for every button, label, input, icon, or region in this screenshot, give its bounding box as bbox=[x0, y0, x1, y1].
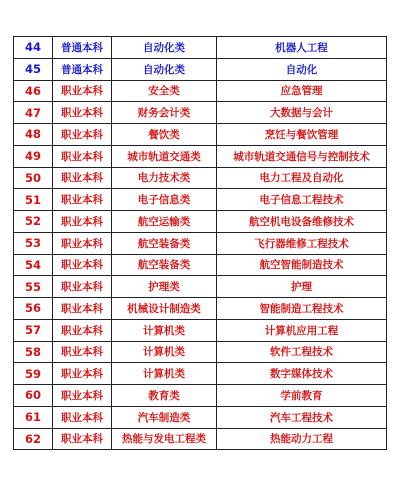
major-name-cell: 自动化 bbox=[217, 58, 387, 80]
education-level-cell: 职业本科 bbox=[53, 189, 112, 211]
row-number-cell: 61 bbox=[14, 406, 53, 428]
table-row bbox=[14, 189, 387, 211]
table-row bbox=[14, 406, 387, 428]
table-row bbox=[14, 254, 387, 276]
row-number-cell: 59 bbox=[14, 363, 53, 385]
major-name-cell: 智能制造工程技术 bbox=[217, 298, 387, 320]
major-name-cell: 数字媒体技术 bbox=[217, 363, 387, 385]
major-category-cell: 计算机类 bbox=[112, 319, 217, 341]
row-number-cell: 49 bbox=[14, 145, 53, 167]
education-level-cell: 普通本科 bbox=[53, 58, 112, 80]
row-number-cell: 56 bbox=[14, 298, 53, 320]
table-row bbox=[14, 37, 387, 59]
major-name-cell: 大数据与会计 bbox=[217, 102, 387, 124]
major-category-cell: 机械设计制造类 bbox=[112, 298, 217, 320]
table-body bbox=[14, 37, 387, 450]
education-level-cell: 职业本科 bbox=[53, 211, 112, 233]
education-level-cell: 职业本科 bbox=[53, 102, 112, 124]
table-container bbox=[13, 36, 387, 450]
row-number-cell: 46 bbox=[14, 80, 53, 102]
major-category-cell: 护理类 bbox=[112, 276, 217, 298]
row-number-cell: 55 bbox=[14, 276, 53, 298]
major-category-cell: 餐饮类 bbox=[112, 124, 217, 146]
major-category-cell: 航空装备类 bbox=[112, 254, 217, 276]
major-name-cell: 应急管理 bbox=[217, 80, 387, 102]
table-row bbox=[14, 102, 387, 124]
education-level-cell: 职业本科 bbox=[53, 232, 112, 254]
major-name-cell: 机器人工程 bbox=[217, 37, 387, 59]
row-number-cell: 45 bbox=[14, 58, 53, 80]
table-row bbox=[14, 58, 387, 80]
major-name-cell: 热能动力工程 bbox=[217, 428, 387, 450]
major-category-cell: 计算机类 bbox=[112, 341, 217, 363]
table-row bbox=[14, 298, 387, 320]
table-row bbox=[14, 385, 387, 407]
table-row bbox=[14, 232, 387, 254]
major-name-cell: 飞行器维修工程技术 bbox=[217, 232, 387, 254]
education-level-cell: 职业本科 bbox=[53, 298, 112, 320]
table-row bbox=[14, 341, 387, 363]
major-category-cell: 航空装备类 bbox=[112, 232, 217, 254]
major-category-cell: 城市轨道交通类 bbox=[112, 145, 217, 167]
major-name-cell: 城市轨道交通信号与控制技术 bbox=[217, 145, 387, 167]
education-level-cell: 职业本科 bbox=[53, 406, 112, 428]
major-category-cell: 电子信息类 bbox=[112, 189, 217, 211]
major-category-cell: 热能与发电工程类 bbox=[112, 428, 217, 450]
row-number-cell: 54 bbox=[14, 254, 53, 276]
table-row bbox=[14, 276, 387, 298]
row-number-cell: 62 bbox=[14, 428, 53, 450]
major-name-cell: 汽车工程技术 bbox=[217, 406, 387, 428]
table-row bbox=[14, 80, 387, 102]
education-level-cell: 职业本科 bbox=[53, 124, 112, 146]
major-category-cell: 教育类 bbox=[112, 385, 217, 407]
education-level-cell: 职业本科 bbox=[53, 276, 112, 298]
major-name-cell: 电子信息工程技术 bbox=[217, 189, 387, 211]
major-name-cell: 计算机应用工程 bbox=[217, 319, 387, 341]
major-category-cell: 汽车制造类 bbox=[112, 406, 217, 428]
education-level-cell: 职业本科 bbox=[53, 167, 112, 189]
education-level-cell: 职业本科 bbox=[53, 80, 112, 102]
major-name-cell: 烹饪与餐饮管理 bbox=[217, 124, 387, 146]
education-level-cell: 职业本科 bbox=[53, 363, 112, 385]
major-name-cell: 航空智能制造技术 bbox=[217, 254, 387, 276]
table-row bbox=[14, 167, 387, 189]
major-name-cell: 护理 bbox=[217, 276, 387, 298]
row-number-cell: 53 bbox=[14, 232, 53, 254]
major-name-cell: 航空机电设备维修技术 bbox=[217, 211, 387, 233]
education-level-cell: 职业本科 bbox=[53, 341, 112, 363]
table-row bbox=[14, 124, 387, 146]
education-level-cell: 职业本科 bbox=[53, 385, 112, 407]
major-category-cell: 电力技术类 bbox=[112, 167, 217, 189]
education-level-cell: 职业本科 bbox=[53, 428, 112, 450]
major-category-cell: 航空运输类 bbox=[112, 211, 217, 233]
education-level-cell: 职业本科 bbox=[53, 319, 112, 341]
major-category-cell: 财务会计类 bbox=[112, 102, 217, 124]
row-number-cell: 44 bbox=[14, 37, 53, 59]
major-list-table bbox=[13, 36, 387, 450]
education-level-cell: 职业本科 bbox=[53, 254, 112, 276]
education-level-cell: 职业本科 bbox=[53, 145, 112, 167]
education-level-cell: 普通本科 bbox=[53, 37, 112, 59]
table-row bbox=[14, 319, 387, 341]
table-row bbox=[14, 363, 387, 385]
row-number-cell: 51 bbox=[14, 189, 53, 211]
major-category-cell: 安全类 bbox=[112, 80, 217, 102]
major-name-cell: 学前教育 bbox=[217, 385, 387, 407]
row-number-cell: 50 bbox=[14, 167, 53, 189]
row-number-cell: 48 bbox=[14, 124, 53, 146]
row-number-cell: 60 bbox=[14, 385, 53, 407]
row-number-cell: 58 bbox=[14, 341, 53, 363]
table-row bbox=[14, 211, 387, 233]
row-number-cell: 57 bbox=[14, 319, 53, 341]
table-row bbox=[14, 428, 387, 450]
major-category-cell: 计算机类 bbox=[112, 363, 217, 385]
row-number-cell: 52 bbox=[14, 211, 53, 233]
row-number-cell: 47 bbox=[14, 102, 53, 124]
major-name-cell: 电力工程及自动化 bbox=[217, 167, 387, 189]
major-name-cell: 软件工程技术 bbox=[217, 341, 387, 363]
major-category-cell: 自动化类 bbox=[112, 58, 217, 80]
table-row bbox=[14, 145, 387, 167]
major-category-cell: 自动化类 bbox=[112, 37, 217, 59]
